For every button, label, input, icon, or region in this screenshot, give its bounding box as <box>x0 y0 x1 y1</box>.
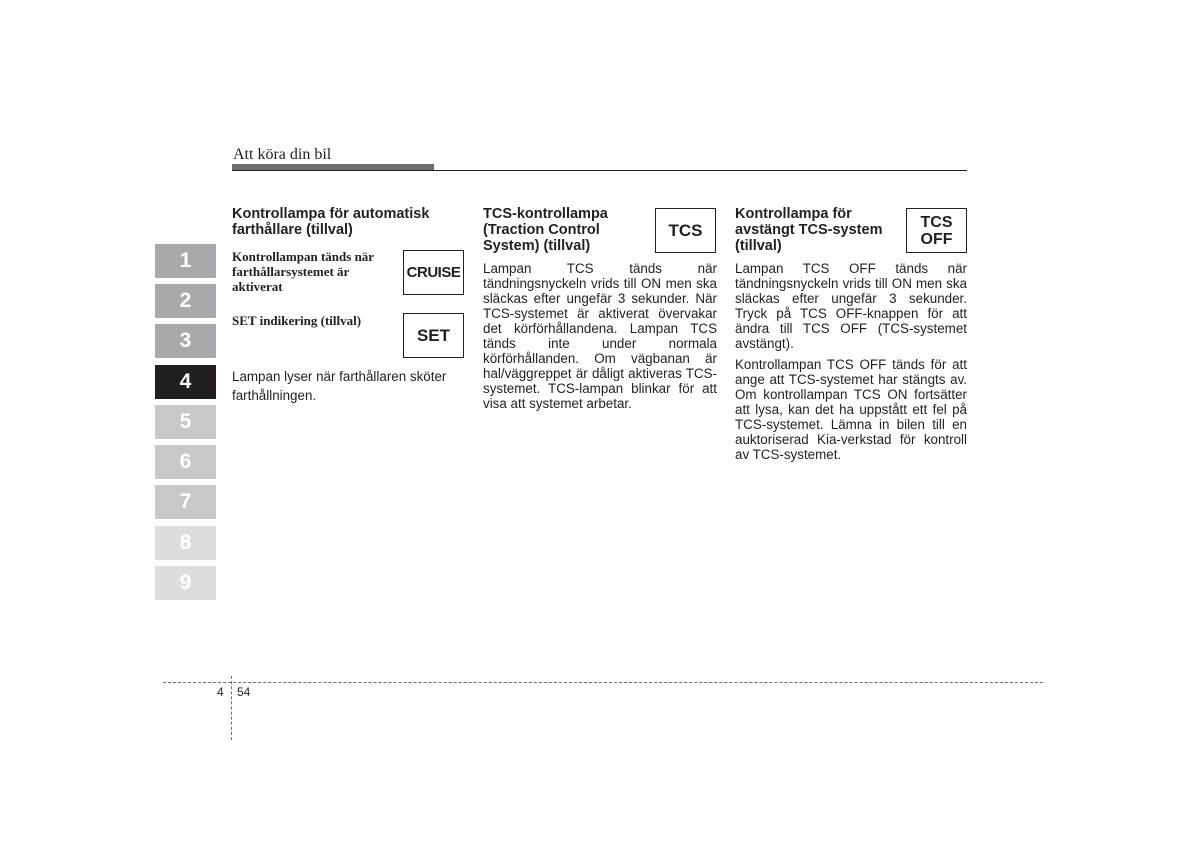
tcs-body: Lampan TCS tänds när tändningsnyckeln vrids till ON men ska släckas efter ungefär 3 sekunder. När TCS-systemet är aktiverat övervakar det körförhållandena. Lampan TCS tänds inte under normala körförhållanden. Om vägbanan är hal/väggreppet är dåligt aktiveras TCS-systemet. TCS-lampan blinkar för att visa att systemet arbetar. <box>483 261 717 411</box>
chapter-tab-label: 9 <box>179 571 192 594</box>
chapter-tab-2[interactable] <box>155 284 216 318</box>
chapter-tab-label: 3 <box>179 329 192 352</box>
chapter-tab-9[interactable] <box>155 566 216 600</box>
chapter-tab-label: 1 <box>179 249 192 272</box>
chapter-tab-label: 6 <box>179 450 192 473</box>
cruise-body: Lampan lyser när farthållaren sköter farthållningen. <box>232 369 447 403</box>
chapter-tab-6[interactable] <box>155 445 216 479</box>
footer-section-number: 4 <box>217 685 224 699</box>
tcs-off-body-2: Kontrollampan TCS OFF tänds för att ange att TCS-systemet har stängts av. Om kontrollampan TCS ON fortsätter att lysa, kan det ha uppstått ett fel på TCS-systemet. Lämna in bilen till en auktoriserad Kia-verkstad för kontroll av TCS-systemet. <box>735 357 967 462</box>
chapter-tab-label: 5 <box>179 410 192 433</box>
cruise-section-title: Kontrollampa för automatisk farthållare (tillval) <box>232 206 430 238</box>
tcs-off-indicator-icon <box>906 208 967 253</box>
chapter-tab-1[interactable] <box>155 244 216 278</box>
header-title: Att köra din bil <box>233 146 332 163</box>
tcs-indicator-icon <box>655 208 716 253</box>
cruise-lamp-text: Kontrollampan tänds när farthållarsystemet är aktiverat <box>232 249 374 294</box>
tcs-indicator-label: TCS <box>668 220 703 240</box>
set-indicator-label: SET <box>416 325 451 345</box>
chapter-tab-4[interactable] <box>155 365 216 399</box>
footer-divider <box>231 676 232 740</box>
chapter-tab-8[interactable] <box>155 526 216 560</box>
chapter-tab-label: 7 <box>179 490 192 513</box>
tcs-off-body-1: Lampan TCS OFF tänds när tändningsnyckeln vrids till ON men ska släckas efter ungefär 3 sekunder. Tryck på TCS OFF-knappen för att ändra till TCS OFF (TCS-systemet avstängt). <box>735 261 967 351</box>
tcs-off-indicator-label-2: OFF <box>920 230 953 248</box>
tcs-off-section-title: Kontrollampa för avstängt TCS-system (tillval) <box>735 206 883 254</box>
cruise-indicator-icon <box>403 250 464 295</box>
chapter-tab-label: 2 <box>179 289 192 312</box>
footer-rule <box>163 682 1043 683</box>
chapter-tab-5[interactable] <box>155 405 216 439</box>
tcs-section-title: TCS-kontrollampa (Traction Control System) (tillval) <box>483 206 608 254</box>
header-rule <box>232 170 967 171</box>
cruise-indicator-label: CRUISE <box>406 264 461 281</box>
chapter-tab-label: 4 <box>179 370 192 393</box>
set-indicator-icon <box>403 313 464 358</box>
chapter-tab-label: 8 <box>179 531 192 554</box>
set-lamp-text: SET indikering (tillval) <box>232 313 362 328</box>
chapter-tab-3[interactable] <box>155 324 216 358</box>
chapter-tab-7[interactable] <box>155 485 216 519</box>
footer-page-number: 54 <box>237 685 251 699</box>
tcs-off-indicator-label-1: TCS <box>920 213 953 231</box>
